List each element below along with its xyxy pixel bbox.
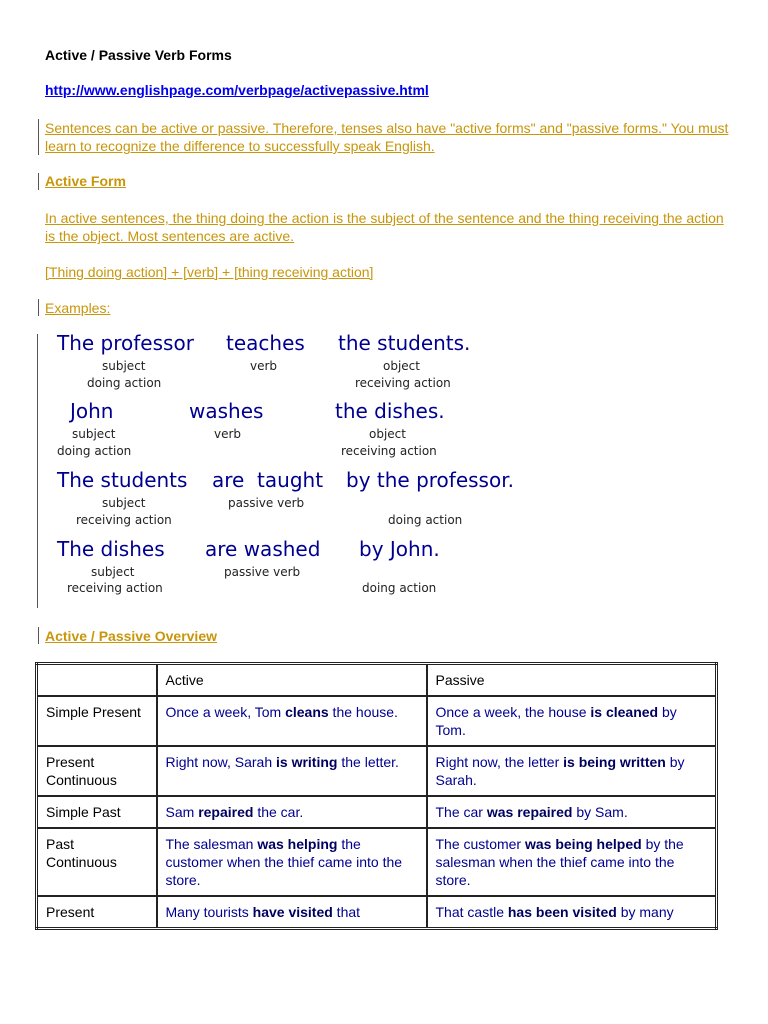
table-cell (37, 664, 157, 697)
revision-mark (38, 627, 39, 644)
page-title: Active / Passive Verb Forms (45, 47, 232, 63)
example-1-verb: teaches (226, 331, 305, 355)
active-cell: Once a week, Tom cleans the house. (157, 696, 427, 746)
example-2-verb: washes (189, 399, 264, 423)
example-3-label: passive verb (228, 496, 305, 510)
example-1-object: the students. (338, 331, 471, 355)
example-3-label: doing action (388, 513, 463, 527)
tense-cell: Past Continuous (37, 828, 157, 896)
examples-heading: Examples: (45, 300, 111, 316)
formula-text: [Thing doing action] + [verb] + [thing receiving action] (45, 264, 374, 280)
table-row (37, 696, 717, 746)
example-4-label: receiving action (67, 581, 163, 595)
example-4-label: doing action (362, 581, 437, 595)
example-3-verb: are taught (212, 468, 324, 492)
intro-paragraph: Sentences can be active or passive. Therefore, tenses also have "active forms" and "passive forms." You must learn to recognize the difference to successfully speak English. (45, 120, 729, 154)
example-1-label: verb (250, 359, 278, 373)
revision-mark (38, 299, 39, 316)
example-3-label: receiving action (76, 513, 172, 527)
revision-mark (38, 173, 39, 190)
example-1-label: doing action (87, 376, 162, 390)
example-4-subject: The dishes (57, 537, 165, 561)
table-row (37, 746, 717, 796)
example-2-object: the dishes. (335, 399, 445, 423)
tense-cell: Present (37, 896, 157, 929)
active-form-heading: Active Form (45, 173, 126, 189)
active-cell: Right now, Sarah is writing the letter. (157, 746, 427, 796)
example-2-label: verb (214, 427, 242, 441)
active-paragraph: In active sentences, the thing doing the action is the subject of the sentence and the thing receiving the action is the object. Most sentences are active. (45, 210, 724, 244)
example-2-label: subject (72, 427, 116, 441)
source-link[interactable]: http://www.englishpage.com/verbpage/activepassive.html (45, 82, 429, 98)
revision-mark (38, 119, 39, 155)
overview-table (35, 662, 718, 930)
example-3-label: subject (102, 496, 146, 510)
example-1-label: receiving action (355, 376, 451, 390)
table-row (37, 896, 717, 929)
example-3-subject: The students (57, 468, 188, 492)
example-2-subject: John (70, 399, 114, 423)
example-1-label: object (383, 359, 420, 373)
table-row (37, 796, 717, 828)
active-cell: Many tourists have visited that (157, 896, 427, 929)
example-1-subject: The professor (57, 331, 194, 355)
active-cell: The salesman was helping the customer when the thief came into the store. (157, 828, 427, 896)
tense-cell: Present Continuous (37, 746, 157, 796)
passive-cell: That castle has been visited by many (427, 896, 717, 929)
passive-cell: Once a week, the house is cleaned by Tom. (427, 696, 717, 746)
overview-heading: Active / Passive Overview (45, 628, 217, 644)
tense-cell: Simple Present (37, 696, 157, 746)
table-header-row (37, 664, 717, 697)
example-3-object: by the professor. (346, 468, 514, 492)
table-header-active: Active (157, 664, 427, 697)
example-4-object: by John. (359, 537, 440, 561)
active-cell: Sam repaired the car. (157, 796, 427, 828)
example-2-label: receiving action (341, 444, 437, 458)
passive-cell: The car was repaired by Sam. (427, 796, 717, 828)
tense-cell: Simple Past (37, 796, 157, 828)
table-row (37, 828, 717, 896)
example-1-label: subject (102, 359, 146, 373)
example-4-verb: are washed (205, 537, 321, 561)
passive-cell: Right now, the letter is being written by Sarah. (427, 746, 717, 796)
example-4-label: passive verb (224, 565, 301, 579)
table-header-passive: Passive (427, 664, 717, 697)
revision-mark (37, 334, 38, 608)
example-2-label: object (369, 427, 406, 441)
example-4-label: subject (91, 565, 135, 579)
passive-cell: The customer was being helped by the salesman when the thief came into the store. (427, 828, 717, 896)
example-2-label: doing action (57, 444, 132, 458)
